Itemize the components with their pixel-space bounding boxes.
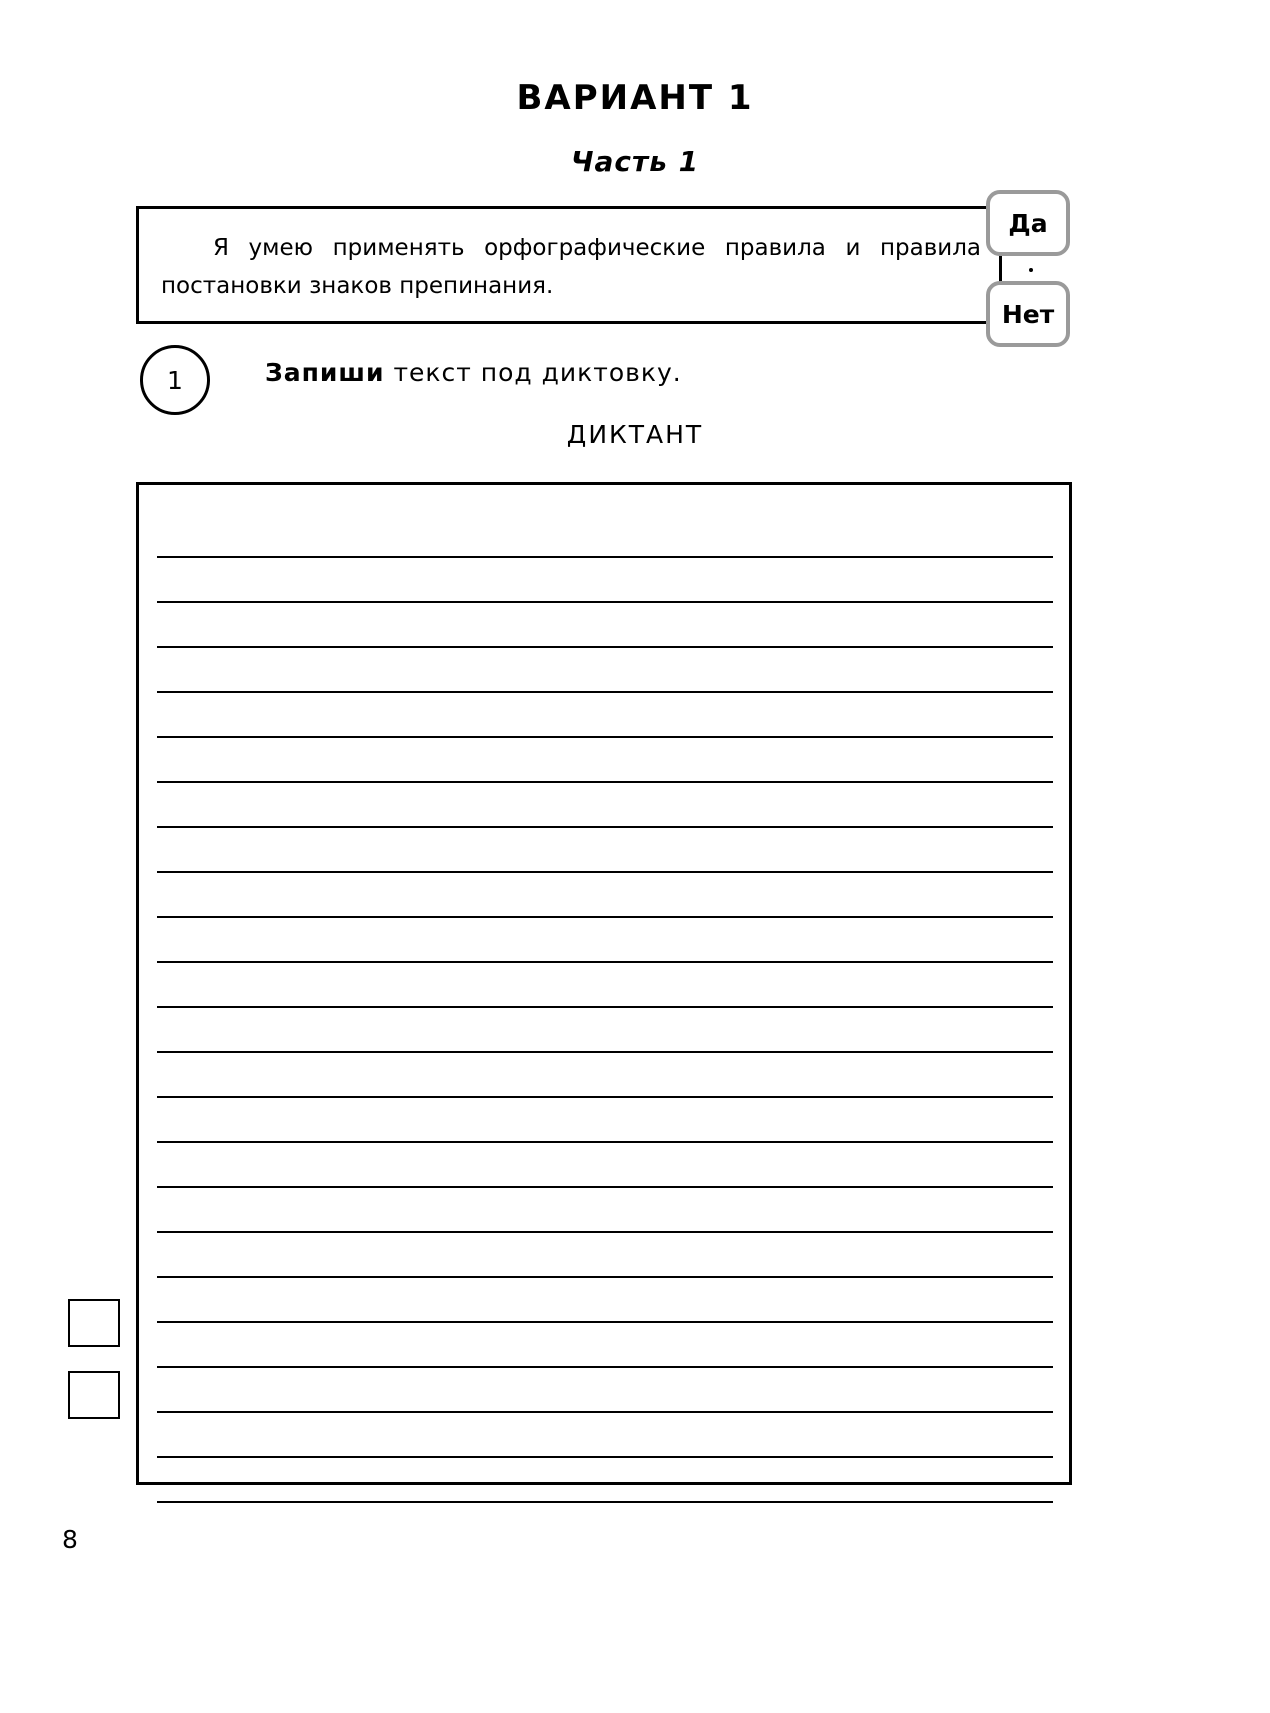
ruled-line[interactable] [157, 738, 1053, 783]
page-title: ВАРИАНТ 1 [516, 78, 754, 118]
ruled-line[interactable] [157, 1413, 1053, 1458]
ruled-line[interactable] [157, 1233, 1053, 1278]
ruled-line[interactable] [157, 918, 1053, 963]
task-instruction-verb: Запиши [265, 358, 385, 387]
answer-option-no[interactable] [986, 281, 1070, 347]
ruled-line[interactable] [157, 1368, 1053, 1413]
ruled-line[interactable] [157, 1143, 1053, 1188]
answer-option-yes-label: Да [1008, 208, 1048, 238]
score-box-2[interactable] [68, 1371, 120, 1419]
ruled-line[interactable] [157, 1008, 1053, 1053]
self-assessment-statement-box [136, 206, 1002, 324]
task-number-badge [140, 345, 210, 415]
answer-option-yes[interactable] [986, 190, 1070, 256]
task-number-label: 1 [167, 365, 183, 395]
task-instruction [265, 358, 682, 387]
ruled-line[interactable] [157, 558, 1053, 603]
ruled-line[interactable] [157, 1098, 1053, 1143]
answer-option-no-label: Нет [1001, 299, 1055, 329]
score-box-1[interactable] [68, 1299, 120, 1347]
ruled-line[interactable] [157, 1188, 1053, 1233]
page-number: 8 [62, 1525, 78, 1554]
ruled-line[interactable] [157, 783, 1053, 828]
ruled-line[interactable] [157, 1323, 1053, 1368]
ruled-line[interactable] [157, 1458, 1053, 1503]
dictation-answer-area[interactable] [136, 482, 1072, 1485]
ruled-line[interactable] [157, 513, 1053, 558]
part-title: Часть 1 [570, 145, 700, 178]
separator-dot-icon [1029, 268, 1033, 272]
ruled-lines [157, 513, 1053, 1503]
ruled-line[interactable] [157, 828, 1053, 873]
ruled-line[interactable] [157, 1278, 1053, 1323]
dictation-label: ДИКТАНТ [566, 420, 704, 449]
ruled-line[interactable] [157, 1053, 1053, 1098]
ruled-line[interactable] [157, 963, 1053, 1008]
statement-text: Я умею применять орфографические правила и правила постановки знаков препинания. [161, 235, 981, 299]
ruled-line[interactable] [157, 648, 1053, 693]
ruled-line[interactable] [157, 873, 1053, 918]
task-instruction-rest: текст под диктовку. [384, 358, 682, 387]
ruled-line[interactable] [157, 603, 1053, 648]
ruled-line[interactable] [157, 693, 1053, 738]
